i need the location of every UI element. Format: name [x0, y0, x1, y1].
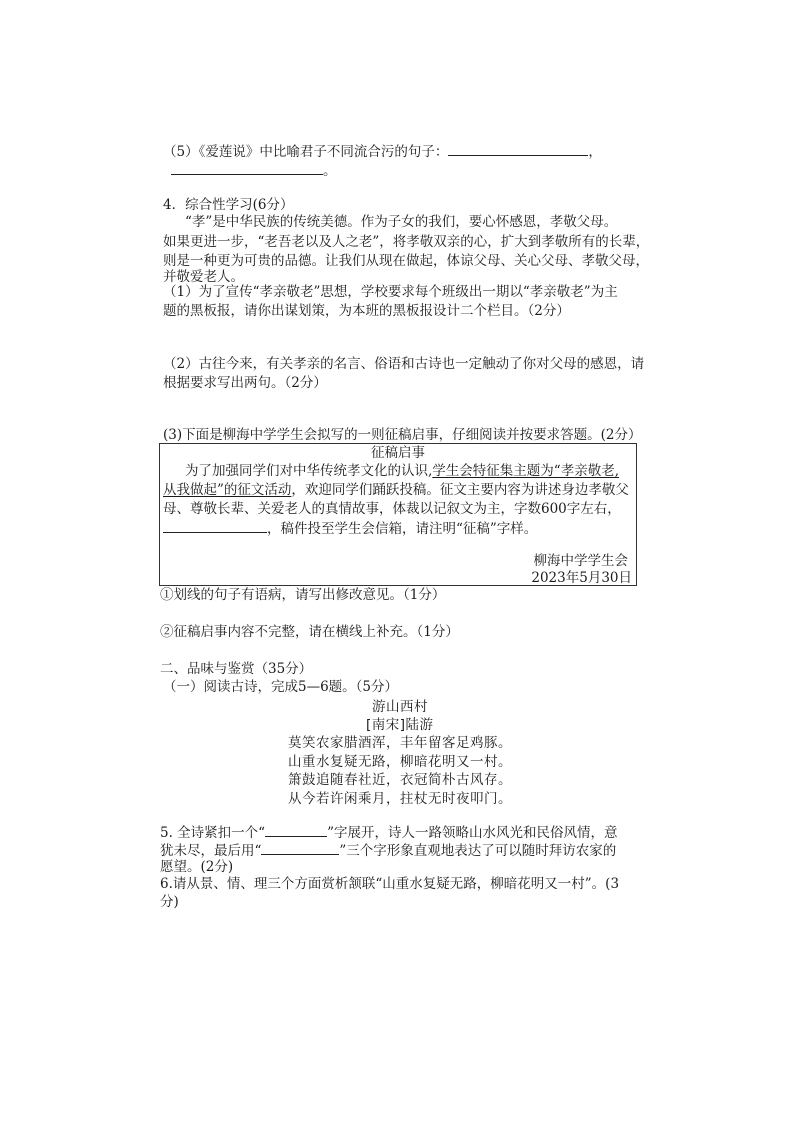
part2-title: 二、品味与鉴赏（35分）	[160, 661, 313, 677]
question-5-text-b: ”字展开，诗人一路领略山水风光和民俗风情，意	[327, 825, 618, 841]
question-5-blank-1[interactable]	[265, 822, 327, 837]
answer-blank-2[interactable]	[171, 160, 323, 175]
notice-fill-blank[interactable]	[163, 518, 267, 533]
section4-intro-line: “孝”是中华民族的传统美德。作为子女的我们，要心怀感恩，孝敬父母。	[185, 214, 618, 230]
question-5-text-a: 5. 全诗紧扣一个“	[160, 825, 266, 841]
question-6-cont: 分)	[160, 894, 179, 910]
question-5-blank-2[interactable]	[261, 840, 339, 855]
section4-title: 4．综合性学习(6分）	[163, 197, 294, 213]
notice-line1-text: 为了加强同学们对中华传统孝文化的认识,	[185, 463, 433, 479]
answer-blank-1[interactable]	[448, 141, 588, 156]
question-5-text-d: ”三个字形象直观地表达了可以随时拜访农家的	[339, 843, 617, 859]
question-4-3: (3)下面是柳海中学学生会拟写的一则征稿启事，仔细阅读并按要求答题。(2分）	[163, 427, 642, 443]
poem-line: 箫鼓追随春社近，衣冠简朴古风存。	[288, 772, 512, 788]
q5-memorize-line1	[163, 141, 602, 162]
question-4-3-sub1: ①划线的句子有语病，请写出修改意见。（1分）	[160, 587, 446, 603]
notice-date: 2023年5月30日	[531, 570, 632, 586]
q5-memorize-line2	[171, 160, 337, 181]
notice-title: 征稿启事	[371, 445, 425, 461]
section4-intro-line: 则是一种更为可贵的品德。让我们从现在做起，体谅父母、关心父母、孝敬父母，	[163, 253, 649, 269]
part2-group1-heading: （一）阅读古诗，完成5—6题。（5分）	[163, 679, 399, 695]
notice-line-3: 母、尊敬长辈、关爱老人的真情故事，体裁以记叙文为主，字数600字左右，	[163, 501, 621, 517]
q5-memorize-prompt: （5）《爱莲说》中比喻君子不同流合污的句子：	[163, 144, 449, 160]
notice-line-4	[163, 518, 537, 539]
question-4-1-cont: 题的黑板报，请你出谋划策，为本班的黑板报设计二个栏目。（2分）	[163, 303, 570, 319]
question-4-2-cont: 根据要求写出两句。（2分）	[163, 375, 327, 391]
poem-line: 山重水复疑无路，柳暗花明又一村。	[288, 754, 512, 770]
question-6: 6.请从景、情、理三个方面赏析颔联“山重水复疑无路，柳暗花明又一村”。(3	[160, 876, 620, 892]
notice-line-1	[185, 462, 619, 481]
q5-memorize-period: 。	[323, 163, 337, 179]
question-4-3-sub2: ②征稿启事内容不完整，请在横线上补充。（1分）	[160, 624, 459, 640]
q5-memorize-comma: ，	[588, 144, 602, 160]
notice-signature: 柳海中学学生会	[533, 553, 628, 569]
notice-underlined-sentence: 学生会特征集主题为“孝亲敬老,	[432, 463, 619, 479]
notice-line4-text: ，稿件投至学生会信箱，请注明“征稿”字样。	[267, 521, 538, 537]
section4-intro-line: 如果更进一步，“老吾老以及人之老”，将孝敬双亲的心，扩大到孝敬所有的长辈，	[163, 234, 650, 250]
question-4-2: （2）古往今来，有关孝亲的名言、俗语和古诗也一定触动了你对父母的感恩，请	[163, 356, 645, 372]
notice-line-2	[163, 481, 629, 500]
poem-line: 从今若许闲乘月，拄杖无时夜叩门。	[288, 791, 512, 807]
notice-underlined-sentence-cont: 从我做起”的征文活动	[163, 482, 292, 498]
poem-line: 莫笑农家腊酒浑，丰年留客足鸡豚。	[288, 735, 512, 751]
poem-title: 游山西村	[372, 699, 428, 715]
poem-author: [南宋]陆游	[366, 717, 434, 733]
question-5-text-c: 犹未尽，最后用“	[160, 843, 262, 859]
section4-intro-line: 并敬爱老人。	[163, 269, 244, 285]
notice-line2-text: ，欢迎同学们踊跃投稿。征文主要内容为讲述身边孝敬父	[291, 482, 629, 498]
question-4-1: （1）为了宣传“孝亲敬老”思想，学校要求每个班级出一期以“孝亲敬老”为主	[163, 284, 618, 300]
question-5-line3: 愿望。(2分)	[160, 859, 234, 875]
